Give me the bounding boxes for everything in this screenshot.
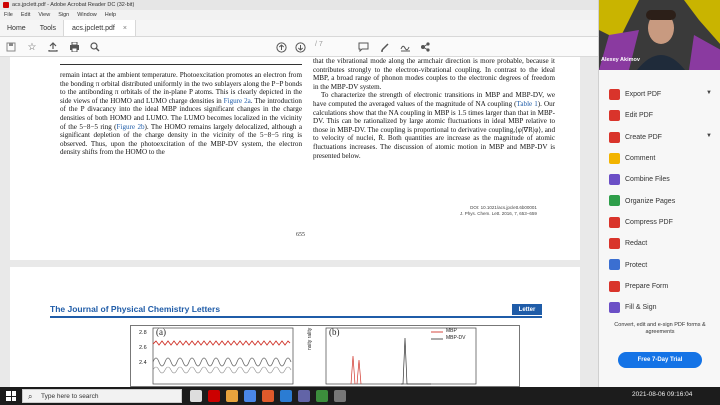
create-pdf-icon bbox=[609, 132, 620, 143]
share-icon[interactable] bbox=[418, 40, 432, 54]
tool-label: Comment bbox=[625, 155, 656, 163]
page-number: 655 bbox=[296, 232, 305, 238]
letter-badge: Letter bbox=[512, 304, 542, 315]
sign-icon[interactable] bbox=[398, 40, 412, 54]
tab-home[interactable]: Home bbox=[7, 24, 26, 32]
webcam-video bbox=[599, 0, 720, 70]
firefox-taskbar-icon[interactable] bbox=[262, 390, 274, 402]
tab-row bbox=[0, 20, 598, 37]
redact-icon bbox=[609, 238, 620, 249]
bookmark-star-icon[interactable]: ☆ bbox=[27, 41, 37, 53]
window-title: acs.jpclett.pdf - Adobe Acrobat Reader DC (32-bit) bbox=[12, 2, 135, 8]
ytick-label: 2.4 bbox=[139, 360, 147, 366]
close-tab-icon[interactable]: × bbox=[122, 24, 127, 32]
doi-citation bbox=[460, 205, 537, 217]
tool-label: Export PDF bbox=[625, 91, 662, 99]
print-icon[interactable] bbox=[67, 40, 81, 54]
word-taskbar-icon[interactable] bbox=[280, 390, 292, 402]
webcam-participant-name: Alexey Akimov bbox=[601, 57, 640, 63]
search-placeholder: Type here to search bbox=[41, 392, 99, 400]
left-paragraph bbox=[60, 71, 302, 157]
tool-label: Compress PDF bbox=[625, 218, 673, 226]
right-paragraph-2 bbox=[313, 91, 555, 160]
panel-a-red-signal bbox=[153, 341, 290, 345]
panel-a-gray-signal-2 bbox=[153, 367, 291, 373]
tool-label: Create PDF bbox=[625, 133, 662, 141]
doi-line: DOI: 10.1021/acs.jpclett.6b00001 bbox=[470, 205, 537, 210]
free-trial-button[interactable]: Free 7-Day Trial bbox=[618, 352, 702, 368]
chevron-down-icon[interactable]: ▼ bbox=[706, 132, 712, 139]
text-run: To characterize the strength of electronic transitions in MBP and MBP-DV, we have computed the averaged values of the magnitude of NA coupling ( bbox=[313, 91, 555, 108]
acrobat-app-icon bbox=[3, 2, 9, 8]
right-paragraph-1: that the vibrational mode along the armchair direction is more probable, because it contributes strongly to the electron-vibrational coupling. In contrast to the ideal MBP, a broad range of phonon modes couples to the electronic degrees of freedom in the MBP-DV system. bbox=[313, 57, 555, 91]
journal-title: The Journal of Physical Chemistry Letters bbox=[50, 304, 221, 314]
panel-a-gray-signal bbox=[153, 358, 291, 366]
page-up-icon[interactable] bbox=[274, 40, 288, 54]
right-text-column bbox=[313, 57, 555, 160]
menu-window[interactable]: Window bbox=[77, 12, 97, 18]
teams-taskbar-icon[interactable] bbox=[298, 390, 310, 402]
tools-pane bbox=[598, 0, 720, 387]
tool-comment[interactable] bbox=[599, 148, 720, 169]
taskbar-search-input[interactable] bbox=[22, 389, 182, 403]
figure-2b-link[interactable]: Figure 2b bbox=[116, 122, 145, 131]
tool-label: Combine Files bbox=[625, 176, 670, 184]
text-run: ). Our calculations show that the NA coupling in MBP is 1.5 times larger than that in MBP-DV. This can be rationalized by large atomic fluctuations in ideal MBP relative to those in MBP-DV. The coupling is proportional to derivative coupling,⟨φ|∇R|φ⟩, and to velocity of nuclei, Ṙ. Both quantities are increase as the magnitude of atomic fluctuations increases. The discussion of atomic motion in MBP and MBP-DV is presented below. bbox=[313, 99, 555, 160]
tab-document[interactable] bbox=[63, 20, 136, 36]
left-text-column bbox=[60, 71, 302, 157]
organize-pages-icon bbox=[609, 195, 620, 206]
panel-b-red-peaks bbox=[351, 356, 361, 384]
highlight-pen-icon[interactable] bbox=[378, 40, 392, 54]
menu-edit[interactable]: Edit bbox=[20, 12, 31, 18]
tool-redact[interactable] bbox=[599, 233, 720, 254]
ytick-label: 2.8 bbox=[139, 330, 147, 336]
menu-help[interactable]: Help bbox=[104, 12, 117, 18]
menu-bar bbox=[0, 10, 598, 20]
export-pdf-icon bbox=[609, 89, 620, 100]
protect-shield-icon bbox=[609, 259, 620, 270]
citation-line: J. Phys. Chem. Lett. 2016, 7, 653−659 bbox=[460, 211, 537, 216]
panel-a-label: (a) bbox=[156, 327, 166, 337]
taskbar-clock: 2021-08-06 09:16:04 bbox=[632, 391, 693, 398]
text-run: ). The HOMO remains largely delocalized, although a significant depletion of the charge density in the vicinity of the 5−8−5 ring is observed. Thus, upon the photoexcitation of the MBP-DV system, the electron density shifts from the HOMO to the bbox=[60, 122, 302, 157]
tool-label: Fill & Sign bbox=[625, 304, 657, 312]
legend-mbp-dv: MBP-DV bbox=[446, 335, 466, 341]
tool-label: Organize Pages bbox=[625, 197, 676, 205]
edit-pdf-icon bbox=[609, 110, 620, 121]
tool-label: Redact bbox=[625, 240, 648, 248]
upload-icon[interactable] bbox=[46, 40, 60, 54]
task-view-icon[interactable] bbox=[190, 390, 202, 402]
fill-sign-icon bbox=[609, 302, 620, 313]
tool-create-pdf[interactable] bbox=[599, 127, 720, 148]
windows-taskbar bbox=[0, 387, 720, 405]
prepare-form-icon bbox=[609, 281, 620, 292]
page-down-icon[interactable] bbox=[293, 40, 307, 54]
panel-b-label: (b) bbox=[329, 327, 340, 337]
tool-export-pdf[interactable] bbox=[599, 84, 720, 105]
tool-label: Protect bbox=[625, 261, 648, 269]
tool-combine-files[interactable] bbox=[599, 169, 720, 190]
page-indicator[interactable]: / 7 bbox=[315, 41, 323, 48]
search-icon: ⌕ bbox=[28, 392, 33, 401]
tab-tools[interactable]: Tools bbox=[39, 24, 57, 32]
column-rule bbox=[60, 64, 302, 65]
acrobat-taskbar-icon[interactable] bbox=[208, 390, 220, 402]
comment-icon[interactable] bbox=[356, 40, 370, 54]
toolbar bbox=[0, 37, 598, 57]
window-titlebar bbox=[0, 0, 598, 10]
promo-text: Convert, edit and e-sign PDF forms & agreements bbox=[614, 322, 706, 335]
figure-2a-link[interactable]: Figure 2a bbox=[223, 96, 251, 105]
figure-3 bbox=[130, 325, 520, 387]
app-taskbar-icon[interactable] bbox=[334, 390, 346, 402]
tool-fill-sign[interactable] bbox=[599, 297, 720, 318]
tool-edit-pdf[interactable] bbox=[599, 105, 720, 126]
browser-taskbar-icon[interactable] bbox=[244, 390, 256, 402]
text-run: remain intact at the ambient temperature. Photoexcitation promotes an electron from the bonding π orbital distributed uniformly in the two sublayers along the P−P bonds to the antibonding π orbitals of the in-plane P atoms. This is clearly depicted in the side views of the HOMO and LUMO charge densities in bbox=[60, 71, 302, 105]
table-1-link[interactable]: Table 1 bbox=[516, 99, 538, 108]
menu-view[interactable]: View bbox=[38, 12, 51, 18]
file-explorer-icon[interactable] bbox=[226, 390, 238, 402]
tool-organize-pages[interactable] bbox=[599, 190, 720, 211]
tool-label: Edit PDF bbox=[625, 112, 654, 120]
panel-b-ylabel: nsity rality bbox=[307, 327, 313, 350]
menu-file[interactable]: File bbox=[4, 12, 13, 18]
comment-tool-icon bbox=[609, 153, 620, 164]
compress-pdf-icon bbox=[609, 217, 620, 228]
legend-mbp: MBP bbox=[446, 328, 457, 334]
ytick-label: 2.6 bbox=[139, 345, 147, 351]
tool-prepare-form[interactable] bbox=[599, 276, 720, 297]
chevron-down-icon[interactable]: ▼ bbox=[706, 90, 712, 96]
excel-taskbar-icon[interactable] bbox=[316, 390, 328, 402]
panel-a-frame bbox=[153, 328, 293, 384]
panel-b-spike bbox=[401, 338, 431, 384]
document-tab-label: acs.jpclett.pdf bbox=[72, 24, 115, 32]
document-viewport[interactable] bbox=[0, 57, 598, 387]
windows-start-icon[interactable] bbox=[6, 391, 16, 401]
tool-label: Prepare Form bbox=[625, 282, 669, 290]
text-run: . The introduction of the P divacancy into the ideal MBP induces significant changes in the charge densities of both HOMO and LUMO. The LUMO becomes localized in the vicinity of the 5−8−5 ring ( bbox=[60, 96, 302, 131]
menu-sign[interactable]: Sign bbox=[58, 12, 70, 18]
pdf-page-655 bbox=[10, 57, 580, 260]
search-icon[interactable] bbox=[88, 40, 102, 54]
combine-files-icon bbox=[609, 174, 620, 185]
tools-list bbox=[599, 84, 720, 318]
journal-rule bbox=[50, 316, 542, 318]
tool-compress-pdf[interactable] bbox=[599, 212, 720, 233]
save-icon[interactable] bbox=[4, 40, 18, 54]
tool-protect[interactable] bbox=[599, 254, 720, 275]
